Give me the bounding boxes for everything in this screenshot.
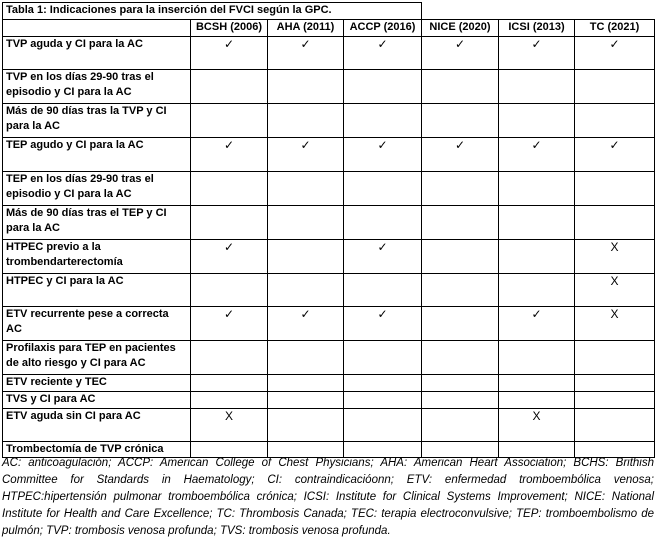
table-title-row [3,3,655,20]
check-mark-cell: ✓ [499,307,575,341]
check-mark-cell: ✓ [344,37,422,70]
table-footnote: AC: anticoagulación; ACCP: American College of Chest Physicians; AHA: American Heart Association; BCHS: Brithish Committee for Standards in Haematology; CI: contraindicacióonn; ETV: enfermedad tromboembólica venosa; HTPEC:hipertensión pulmonar tromboembólica crónica; ICSI: Institute for Clinical Systems Improvement; NICE: National Institute for Health and Care Excellence; TC: Thrombosis Canada; TEC: terapia electroconvulsive; TEP: tromboembolismo de pulmón; TVP: trombosis venosa profunda; TVS: trombosis venosa profunda. [2,457,654,537]
empty-cell [268,392,344,409]
row-label: HTPEC y CI para la AC [3,274,191,307]
row-label: ETV reciente y TEC [3,375,191,392]
empty-cell [344,172,422,206]
empty-cell [344,104,422,138]
empty-cell [575,172,655,206]
column-header: NICE (2020) [422,20,499,37]
empty-cell [268,172,344,206]
table-row [3,375,655,392]
empty-cell [499,274,575,307]
check-mark-cell: ✓ [191,307,268,341]
row-label: TVS y CI para AC [3,392,191,409]
table-row [3,104,655,138]
empty-cell [499,392,575,409]
empty-cell [191,274,268,307]
check-mark-cell: ✓ [191,240,268,274]
column-header: ICSI (2013) [499,20,575,37]
table-row [3,341,655,375]
row-label: Más de 90 días tras el TEP y CI para la AC [3,206,191,240]
empty-cell [422,341,499,375]
table-row [3,240,655,274]
check-mark-cell: ✓ [268,138,344,172]
row-label: Trombectomía de TVP crónica [3,442,191,458]
check-mark-cell: ✓ [422,138,499,172]
check-mark-cell: ✓ [575,37,655,70]
x-mark-cell: X [575,274,655,307]
empty-cell [268,104,344,138]
empty-cell [268,409,344,442]
empty-cell [575,409,655,442]
table-row [3,70,655,104]
indications-table-container [2,2,654,458]
table-row [3,206,655,240]
table-row [3,409,655,442]
empty-cell [499,341,575,375]
indications-table [2,2,655,458]
empty-cell [268,375,344,392]
title-spacer [422,3,655,20]
empty-cell [344,341,422,375]
empty-cell [191,206,268,240]
empty-cell [422,104,499,138]
empty-cell [575,375,655,392]
column-header: AHA (2011) [268,20,344,37]
row-label: TVP en los días 29-90 tras el episodio y CI para la AC [3,70,191,104]
column-header: TC (2021) [575,20,655,37]
empty-cell [422,392,499,409]
row-label: TEP agudo y CI para la AC [3,138,191,172]
table-header-row [3,20,655,37]
table-body [3,3,655,458]
empty-cell [422,375,499,392]
empty-cell [575,341,655,375]
empty-cell [268,274,344,307]
table-row [3,172,655,206]
x-mark-cell: X [499,409,575,442]
column-header: ACCP (2016) [344,20,422,37]
empty-cell [575,392,655,409]
empty-cell [422,172,499,206]
check-mark-cell: ✓ [499,37,575,70]
row-label: ETV recurrente pese a correcta AC [3,307,191,341]
empty-cell [575,70,655,104]
empty-cell [499,240,575,274]
empty-cell [268,240,344,274]
row-label: HTPEC previo a la trombendarterectomía [3,240,191,274]
check-mark-cell: ✓ [344,307,422,341]
empty-cell [499,375,575,392]
empty-cell [344,206,422,240]
empty-cell [191,172,268,206]
row-label: Profilaxis para TEP en pacientes de alto riesgo y CI para AC [3,341,191,375]
empty-cell [344,70,422,104]
row-label: TEP en los días 29-90 tras el episodio y CI para la AC [3,172,191,206]
empty-cell [191,375,268,392]
check-mark-cell: ✓ [268,37,344,70]
empty-cell [344,392,422,409]
empty-cell [499,172,575,206]
empty-cell [191,70,268,104]
empty-cell [499,70,575,104]
table-row [3,274,655,307]
row-label: TVP aguda y CI para la AC [3,37,191,70]
x-mark-cell: X [191,409,268,442]
check-mark-cell: ✓ [344,138,422,172]
empty-cell [268,70,344,104]
check-mark-cell: ✓ [268,307,344,341]
x-mark-cell: X [575,307,655,341]
header-empty-cell [3,20,191,37]
table-title: Tabla 1: Indicaciones para la inserción del FVCI según la GPC. [3,3,422,20]
row-label: Más de 90 días tras la TVP y CI para la AC [3,104,191,138]
empty-cell [344,375,422,392]
empty-cell [268,341,344,375]
empty-cell [499,104,575,138]
empty-cell [422,274,499,307]
empty-cell [575,206,655,240]
empty-cell [191,392,268,409]
empty-cell [191,104,268,138]
column-header: BCSH (2006) [191,20,268,37]
table-row [3,138,655,172]
empty-cell [422,240,499,274]
check-mark-cell: ✓ [344,240,422,274]
check-mark-cell: ✓ [191,37,268,70]
check-mark-cell: ✓ [191,138,268,172]
check-mark-cell: ✓ [422,37,499,70]
empty-cell [422,409,499,442]
empty-cell [422,206,499,240]
row-label: ETV aguda sin CI para AC [3,409,191,442]
empty-cell [344,274,422,307]
x-mark-cell: X [575,240,655,274]
empty-cell [268,206,344,240]
empty-cell [344,409,422,442]
table-row [3,392,655,409]
table-row [3,37,655,70]
empty-cell [422,307,499,341]
empty-cell [422,70,499,104]
check-mark-cell: ✓ [575,138,655,172]
table-row [3,307,655,341]
empty-cell [191,341,268,375]
empty-cell [499,206,575,240]
empty-cell [575,104,655,138]
check-mark-cell: ✓ [499,138,575,172]
